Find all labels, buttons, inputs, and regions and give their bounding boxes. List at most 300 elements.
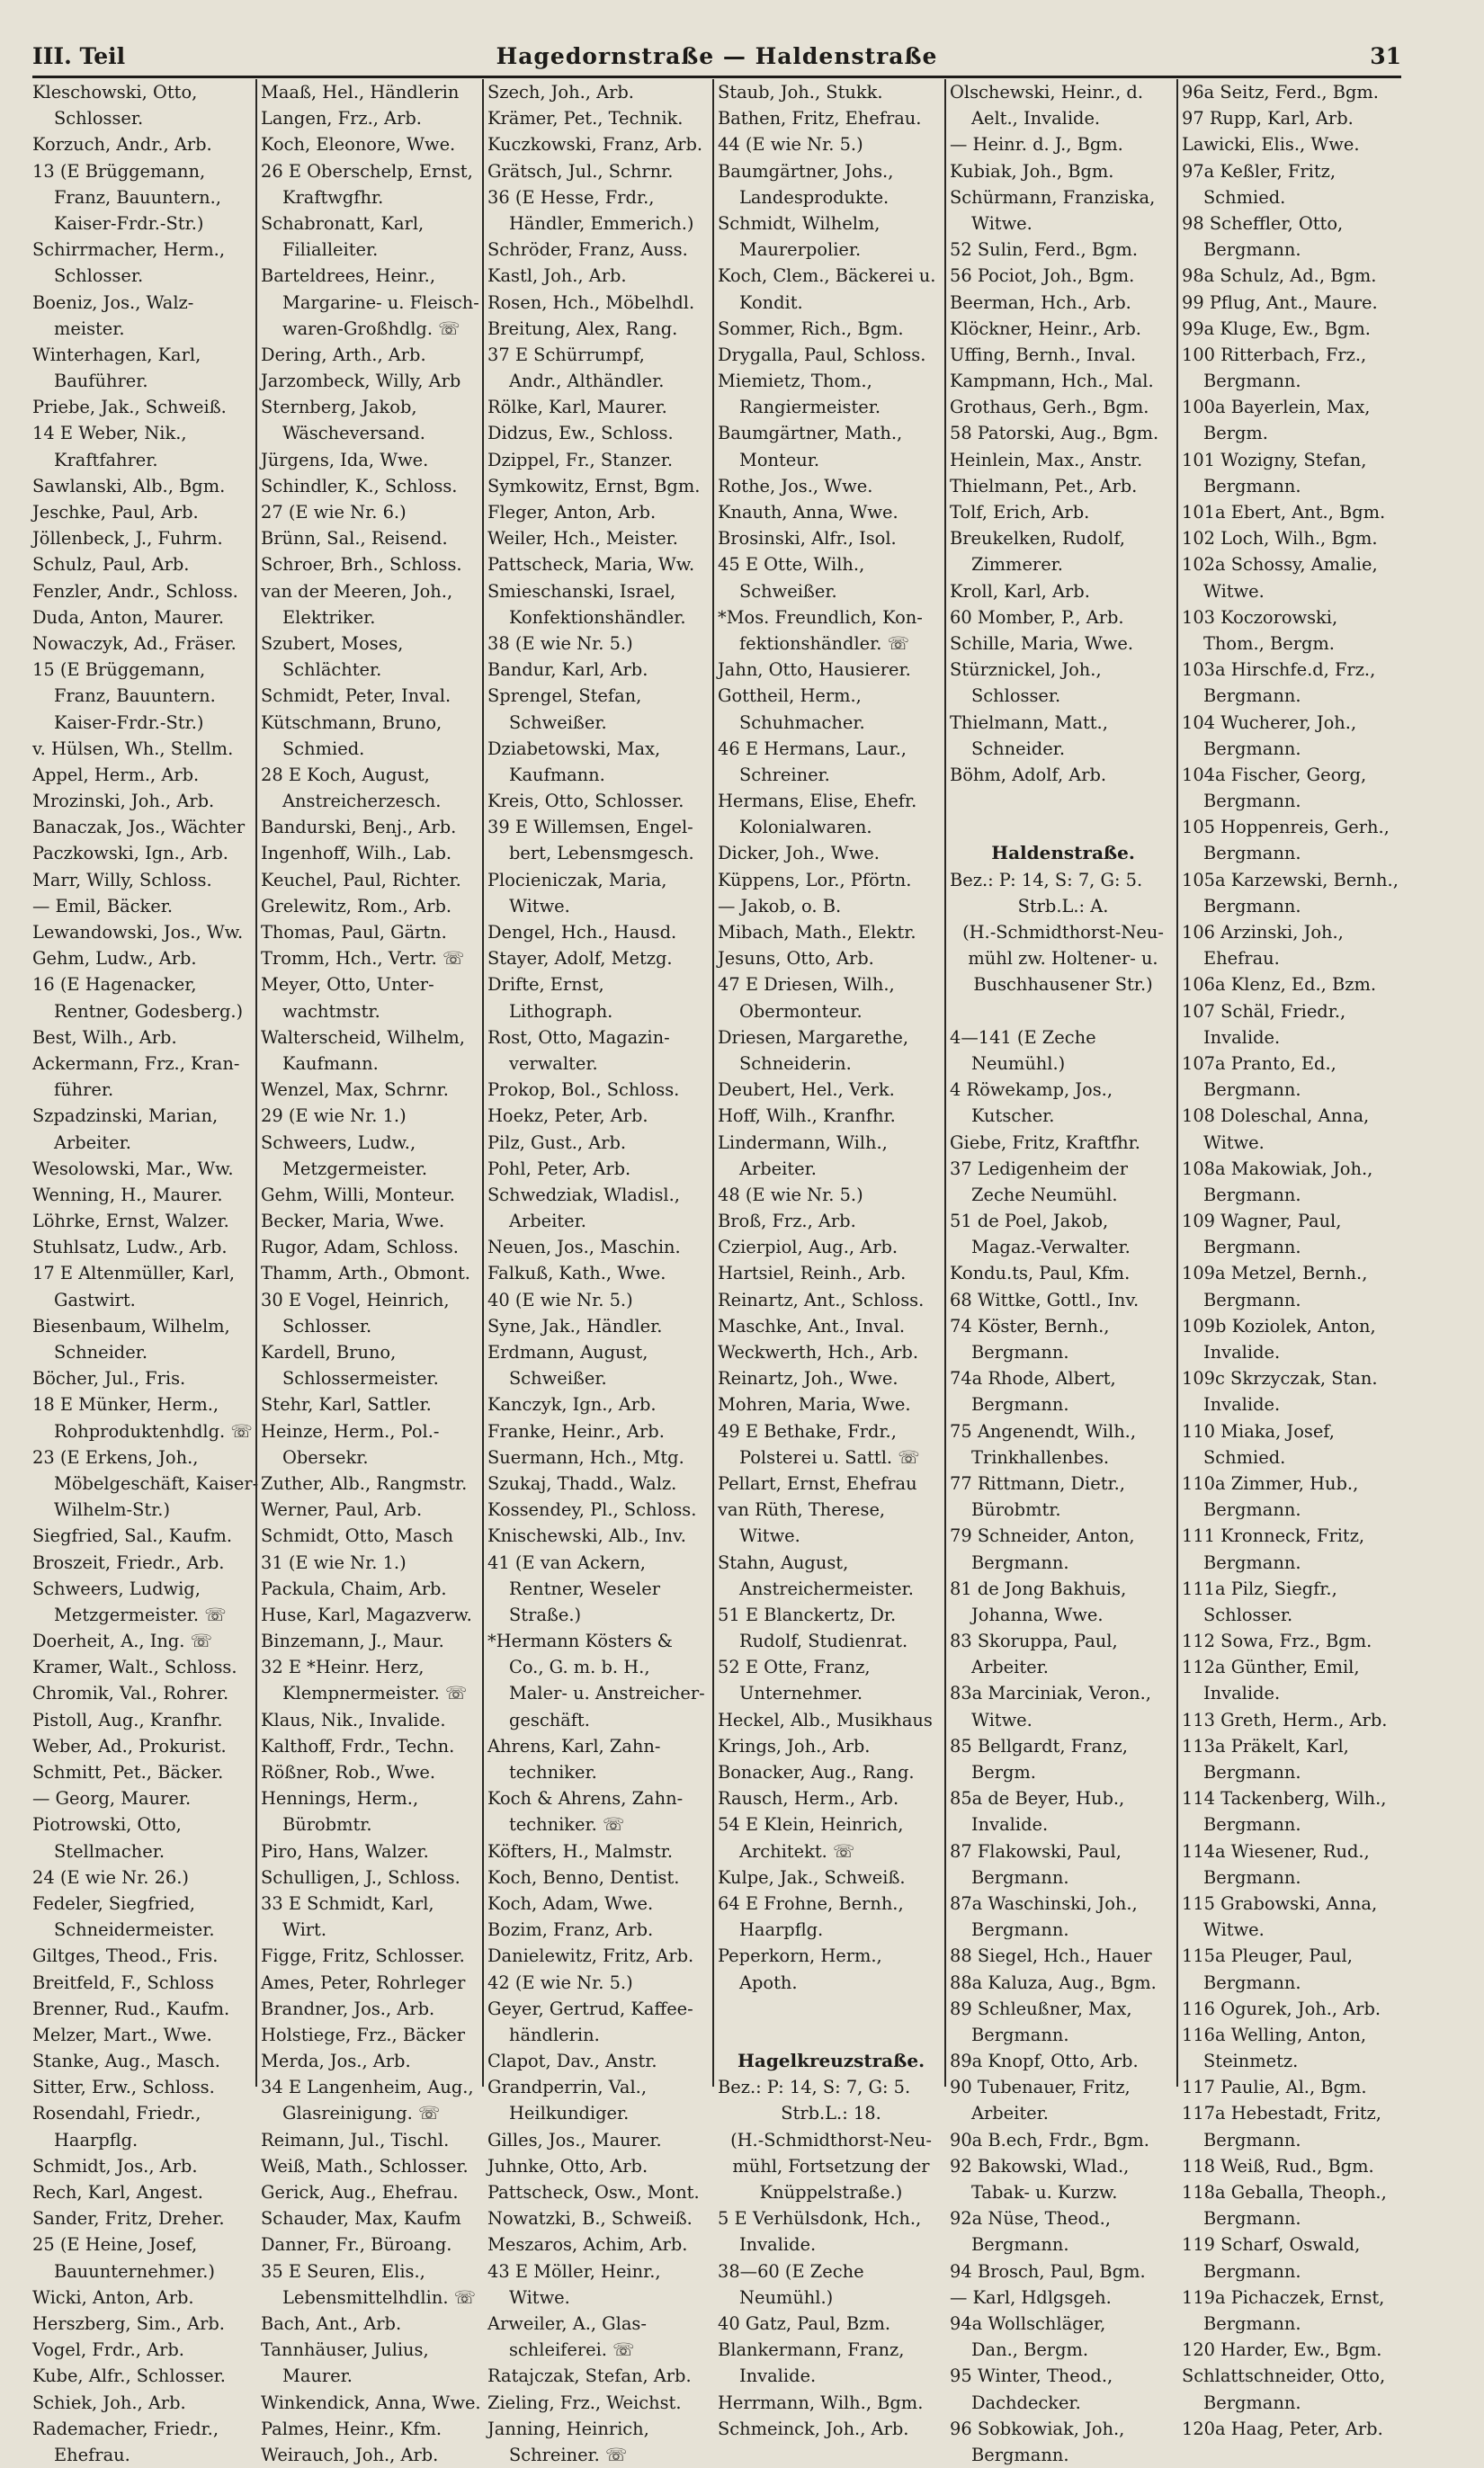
directory-entry-line: Schmied. (282, 738, 365, 759)
directory-entry-line: Falkuß, Kath., Wwe. (487, 1263, 666, 1284)
directory-entry-line: Lebensmittelhdlin. ☏ (282, 2286, 476, 2308)
directory-entry-line: 97a Keßler, Fritz, (1182, 160, 1336, 182)
directory-entry-line: Bergmann. (1203, 1184, 1301, 1205)
directory-entry-line: Suermann, Hch., Mtg. (487, 1446, 684, 1468)
page-header (32, 40, 1401, 78)
directory-entry-line: Rausch, Herm., Arb. (718, 1788, 899, 1810)
directory-entry-line: Geyer, Gertrud, Kaffee- (487, 1998, 693, 2019)
directory-entry-line: 60 Momber, P., Arb. (950, 606, 1124, 628)
directory-entry-line: Bergmann. (971, 2234, 1069, 2256)
directory-entry-line: Becker, Maria, Wwe. (261, 1211, 445, 1232)
directory-entry-line: 51 de Poel, Jakob, (950, 1211, 1109, 1232)
directory-entry-line: Schmied. (1203, 1446, 1286, 1468)
directory-entry-line: Prokop, Bol., Schloss. (487, 1079, 680, 1101)
directory-entry-line: 16 (E Hagenacker, (32, 974, 197, 996)
directory-entry-line: Schreiner. (739, 764, 830, 785)
directory-entry-line: 115a Pleuger, Paul, (1182, 1945, 1353, 1967)
directory-entry-line: 112a Günther, Emil, (1182, 1657, 1360, 1678)
directory-entry-line: Tromm, Hch., Vertr. ☏ (261, 948, 465, 970)
directory-entry-line: Dengel, Hch., Hausd. (487, 922, 677, 943)
directory-entry-line: Bürobmtr. (282, 1814, 372, 1836)
directory-entry-line: Gottheil, Herm., (718, 685, 862, 707)
directory-entry-line: Lindermann, Wilh., (718, 1131, 888, 1153)
blank-line (950, 998, 1176, 1024)
directory-entry-line: Bergmann. (1203, 1551, 1301, 1573)
directory-entry-line: Hermans, Elise, Ehefr. (718, 791, 917, 812)
directory-entry-line: Wilhelm-Str.) (54, 1499, 171, 1521)
directory-entry-line: 108 Doleschal, Anna, (1182, 1105, 1370, 1127)
directory-entry-line: Haarpflg. (739, 1919, 824, 1941)
directory-entry-line: Bergmann. (1203, 1972, 1301, 1993)
directory-entry-line: Schirrmacher, Herm., (32, 239, 225, 261)
directory-entry-line: 58 Patorski, Aug., Bgm. (950, 423, 1159, 444)
directory-entry-line: Peperkorn, Herm., (718, 1945, 882, 1967)
directory-entry-line: Heinze, Herm., Pol.- (261, 1420, 440, 1442)
directory-entry-line: Bauführer. (54, 371, 148, 392)
directory-entry-line: Baumgärtner, Johs., (718, 160, 894, 182)
directory-entry-line: 105a Karzewski, Bernh., (1182, 869, 1399, 890)
directory-entry-line: geschäft. (509, 1709, 590, 1730)
directory-entry-line: 111 Kronneck, Fritz, (1182, 1525, 1365, 1547)
directory-entry-line: van Rüth, Therese, (718, 1499, 886, 1521)
directory-entry-line: 40 (E wie Nr. 5.) (487, 1289, 633, 1310)
directory-entry-line: 32 E *Heinr. Herz, (261, 1657, 425, 1678)
directory-entry-line: 64 E Frohne, Bernh., (718, 1892, 904, 1914)
directory-entry-line: Kondit. (739, 291, 803, 313)
directory-entry-line: Anstreicherzesch. (282, 791, 442, 812)
directory-entry-line: Deubert, Hel., Verk. (718, 1079, 895, 1101)
directory-entry-line: Hoff, Wilh., Kranfhr. (718, 1105, 896, 1127)
directory-entry-line: Bergmann. (1203, 1289, 1301, 1310)
directory-entry-line: händlerin. (509, 2024, 600, 2045)
directory-entry-line: van der Meeren, Joh., (261, 580, 453, 602)
directory-entry-line: Straße.) (509, 1604, 582, 1625)
directory-entry-line: Stellmacher. (54, 1840, 165, 1862)
directory-entry-line: Kampmann, Hch., Mal. (950, 371, 1154, 392)
directory-entry-line: Koch, Clem., Bäckerei u. (718, 265, 936, 287)
directory-entry-line: Dzippel, Fr., Stanzer. (487, 449, 673, 470)
directory-entry-line: Schmeinck, Joh., Arb. (718, 2418, 909, 2439)
directory-entry-line: 102 Loch, Wilh., Bgm. (1182, 528, 1378, 550)
directory-entry-line: 15 (E Brüggemann, (32, 659, 206, 681)
directory-entry-line: 105 Hoppenreis, Gerh., (1182, 817, 1390, 838)
directory-entry-line: 90a B.ech, Frdr., Bgm. (950, 2129, 1149, 2151)
directory-entry-line: 109c Skrzyczak, Stan. (1182, 1368, 1378, 1390)
directory-entry-line: Rudolf, Studienrat. (739, 1631, 908, 1652)
directory-entry-line: Walterscheid, Wilhelm, (261, 1026, 465, 1048)
directory-entry-line: Keuchel, Paul, Richter. (261, 869, 461, 890)
directory-entry-line: Heckel, Alb., Musikhaus (718, 1709, 933, 1730)
directory-entry-line: 79 Schneider, Anton, (950, 1525, 1135, 1547)
directory-entry-line: 98 Scheffler, Otto, (1182, 212, 1344, 234)
directory-entry-line: 54 E Klein, Heinrich, (718, 1814, 904, 1836)
directory-entry-line: Bergmann. (1203, 2129, 1301, 2151)
directory-entry-line: Kondu.ts, Paul, Kfm. (950, 1263, 1131, 1284)
directory-entry-line: Bergmann. (971, 1394, 1069, 1416)
directory-entry-line: Olschewski, Heinr., d. (950, 82, 1143, 103)
directory-entry-line: Margarine- u. Fleisch- (282, 291, 479, 313)
directory-entry-line: Driesen, Margarethe, (718, 1026, 909, 1048)
directory-entry-line: Baumgärtner, Math., (718, 423, 903, 444)
directory-entry-line: Chromik, Val., Rohrer. (32, 1683, 229, 1704)
directory-entry-line: Syne, Jak., Händler. (487, 1315, 663, 1337)
street-description-line: mühl zw. Holtener- u. (968, 948, 1158, 970)
directory-entry-line: Weirauch, Joh., Arb. (261, 2444, 439, 2465)
directory-entry-line: 25 (E Heine, Josef, (32, 2234, 198, 2256)
directory-entry-line: 24 (E wie Nr. 26.) (32, 1866, 189, 1888)
directory-entry-line: Steinmetz. (1203, 2051, 1299, 2072)
directory-entry-line: Aelt., Invalide. (971, 108, 1101, 130)
directory-entry-line: Vogel, Frdr., Arb. (32, 2339, 184, 2361)
directory-entry-line: 111a Pilz, Siegfr., (1182, 1578, 1337, 1599)
directory-entry-line: 31 (E wie Nr. 1.) (261, 1551, 407, 1573)
directory-entry-line: 4—141 (E Zeche (950, 1026, 1096, 1048)
directory-entry-line: Filialleiter. (282, 239, 379, 261)
directory-entry-line: 17 E Altenmüller, Karl, (32, 1263, 236, 1284)
directory-entry-line: Czierpiol, Aug., Arb. (718, 1237, 898, 1258)
directory-entry-line: Korzuch, Andr., Arb. (32, 134, 212, 156)
directory-entry-line: Klempnermeister. ☏ (282, 1683, 468, 1704)
directory-entry-line: 52 E Otte, Franz, (718, 1657, 871, 1678)
directory-entry-line: 106 Arzinski, Joh., (1182, 922, 1344, 943)
directory-entry-line: 4 Röwekamp, Jos., (950, 1079, 1113, 1101)
directory-entry-line: Anstreichermeister. (739, 1578, 914, 1599)
directory-entry-line: Blankermann, Franz, (718, 2339, 905, 2361)
directory-entry-line: Zimmerer. (971, 554, 1063, 576)
directory-entry-line: Szech, Joh., Arb. (487, 82, 634, 103)
directory-entry-line: Koch & Ahrens, Zahn- (487, 1788, 684, 1810)
directory-entry-line: Sawlanski, Alb., Bgm. (32, 475, 226, 496)
directory-entry-line: Rölke, Karl, Maurer. (487, 397, 667, 418)
directory-entry-line: 42 (E wie Nr. 5.) (487, 1972, 633, 1993)
directory-entry-line: 5 E Verhülsdonk, Hch., (718, 2208, 922, 2230)
directory-entry-line: Jöllenbeck, J., Fuhrm. (32, 528, 223, 550)
directory-entry-line: Fleger, Anton, Arb. (487, 502, 657, 523)
directory-entry-line: 88a Kaluza, Aug., Bgm. (950, 1972, 1157, 1993)
directory-entry-line: Bergmann. (1203, 1762, 1301, 1783)
directory-entry-line: Arbeiter. (509, 1211, 586, 1232)
directory-entry-line: 85 Bellgardt, Franz, (950, 1735, 1128, 1757)
directory-entry-line: Schille, Maria, Wwe. (950, 632, 1133, 654)
directory-entry-line: Szubert, Moses, (261, 632, 404, 654)
directory-entry-line: Witwe. (971, 1709, 1033, 1730)
directory-entry-line: Weiß, Math., Schlosser. (261, 2155, 469, 2177)
directory-entry-line: Figge, Fritz, Schlosser. (261, 1945, 465, 1967)
directory-entry-line: 116a Welling, Anton, (1182, 2024, 1367, 2045)
directory-entry-line: Kramer, Walt., Schloss. (32, 1657, 237, 1678)
directory-entry-line: — Emil, Bäcker. (32, 895, 174, 917)
directory-entry-line: Didzus, Ew., Schloss. (487, 423, 674, 444)
directory-entry-line: Schürmann, Franziska, (950, 186, 1156, 208)
directory-entry-line: Klaus, Nik., Invalide. (261, 1709, 446, 1730)
directory-entry-line: Invalide. (739, 2365, 817, 2387)
directory-entry-line: Priebe, Jak., Schweiß. (32, 397, 227, 418)
directory-entry-line: Melzer, Mart., Wwe. (32, 2024, 212, 2045)
directory-entry-line: 23 (E Erkens, Joh., (32, 1446, 199, 1468)
directory-entry-line: Brosinski, Alfr., Isol. (718, 528, 897, 550)
directory-entry-line: Bergmann. (1203, 2260, 1301, 2282)
directory-entry-line: Siegfried, Sal., Kaufm. (32, 1525, 233, 1547)
directory-entry-line: schleiferei. ☏ (509, 2339, 635, 2361)
directory-entry-line: Lawicki, Elis., Wwe. (1182, 134, 1360, 156)
directory-entry-line: Witwe. (509, 895, 570, 917)
directory-entry-line: Knischewski, Alb., Inv. (487, 1525, 686, 1547)
directory-entry-line: Koch, Eleonore, Wwe. (261, 134, 456, 156)
directory-entry-line: — Georg, Maurer. (32, 1788, 192, 1810)
directory-entry-line: Zeche Neumühl. (971, 1184, 1118, 1205)
street-description-line: mühl, Fortsetzung der (732, 2155, 930, 2177)
directory-entry-line: Nowaczyk, Ad., Fräser. (32, 632, 237, 654)
directory-column-1 (32, 79, 259, 2465)
directory-entry-line: Hennings, Herm., (261, 1788, 419, 1810)
directory-entry-line: Metzgermeister. ☏ (54, 1604, 227, 1625)
directory-entry-line: 26 E Oberschelp, Ernst, (261, 160, 473, 182)
directory-entry-line: Kreis, Otto, Schlosser. (487, 791, 684, 812)
directory-entry-line: 38 (E wie Nr. 5.) (487, 632, 633, 654)
directory-entry-line: 30 E Vogel, Heinrich, (261, 1289, 450, 1310)
directory-entry-line: Reimann, Jul., Tischl. (261, 2129, 450, 2151)
directory-entry-line: Thamm, Arth., Obmont. (261, 1263, 470, 1284)
directory-entry-line: Clapot, Dav., Anstr. (487, 2051, 657, 2072)
directory-entry-line: Schlosser. (282, 1315, 372, 1337)
directory-entry-line: Ahrens, Karl, Zahn- (487, 1735, 661, 1757)
directory-entry-line: Packula, Chaim, Arb. (261, 1578, 447, 1599)
directory-entry-line: Gilles, Jos., Maurer. (487, 2129, 662, 2151)
directory-entry-line: 95 Winter, Theod., (950, 2365, 1113, 2387)
directory-entry-line: Bandur, Karl, Arb. (487, 659, 648, 681)
directory-entry-line: Kraftfahrer. (54, 449, 158, 470)
directory-entry-line: Jesuns, Otto, Arb. (718, 948, 874, 970)
directory-entry-line: 85a de Beyer, Hub., (950, 1788, 1125, 1810)
directory-entry-line: Uffing, Bernh., Inval. (950, 344, 1137, 365)
directory-entry-line: Bauunternehmer.) (54, 2260, 215, 2282)
directory-entry-line: 90 Tubenauer, Fritz, (950, 2077, 1131, 2098)
directory-entry-line: Biesenbaum, Wilhelm, (32, 1315, 230, 1337)
directory-entry-line: Stanke, Aug., Masch. (32, 2051, 220, 2072)
directory-entry-line: Sommer, Rich., Bgm. (718, 317, 904, 339)
directory-entry-line: Maaß, Hel., Händlerin (261, 82, 460, 103)
directory-entry-line: Brandner, Jos., Arb. (261, 1998, 435, 2019)
directory-entry-line: Sprengel, Stefan, (487, 685, 642, 707)
directory-entry-line: Barteldrees, Heinr., (261, 265, 436, 287)
directory-entry-line: Mrozinski, Joh., Arb. (32, 791, 215, 812)
directory-entry-line: Bergmann. (1203, 1237, 1301, 1258)
directory-entry-line: Pattscheck, Osw., Mont. (487, 2182, 700, 2203)
directory-entry-line: 13 (E Brüggemann, (32, 160, 206, 182)
directory-entry-line: Schweißer. (739, 580, 837, 602)
directory-entry-line: Invalide. (1203, 1026, 1281, 1048)
directory-entry-line: Rentner, Godesberg.) (54, 1000, 244, 1022)
directory-entry-line: Bergmann. (1203, 1499, 1301, 1521)
directory-entry-line: Rohproduktenhdlg. ☏ (54, 1420, 253, 1442)
directory-entry-line: 45 E Otte, Wilh., (718, 554, 865, 576)
blank-line (718, 1996, 944, 2022)
directory-entry-line: Schmidt, Otto, Masch (261, 1525, 453, 1547)
directory-entry-line: Miemietz, Thom., (718, 371, 872, 392)
directory-entry-line: Kaufmann. (509, 764, 605, 785)
directory-column-2 (255, 79, 482, 2465)
directory-entry-line: 81 de Jong Bakhuis, (950, 1578, 1127, 1599)
directory-entry-line: Merda, Jos., Arb. (261, 2051, 411, 2072)
directory-entry-line: 87a Waschinski, Joh., (950, 1892, 1138, 1914)
directory-entry-line: Wäscheversand. (282, 423, 425, 444)
directory-entry-line: 119 Scharf, Oswald, (1182, 2234, 1361, 2256)
directory-entry-line: Franke, Heinr., Arb. (487, 1420, 665, 1442)
directory-entry-line: Bergmann. (1203, 1814, 1301, 1836)
directory-entry-line: 94a Wollschläger, (950, 2312, 1106, 2334)
directory-entry-line: Best, Wilh., Arb. (32, 1026, 177, 1048)
directory-entry-line: Wirt. (282, 1919, 327, 1941)
directory-entry-line: Schmidt, Peter, Inval. (261, 685, 451, 707)
directory-entry-line: Weiler, Hch., Meister. (487, 528, 678, 550)
directory-entry-line: Rößner, Rob., Wwe. (261, 1762, 435, 1783)
directory-entry-line: Pohl, Peter, Arb. (487, 1158, 631, 1179)
directory-entry-line: Franz, Bauuntern. (54, 685, 216, 707)
directory-entry-line: Glasreinigung. ☏ (282, 2103, 441, 2124)
directory-columns (32, 79, 1401, 2465)
directory-entry-line: Maschke, Ant., Inval. (718, 1315, 906, 1337)
directory-entry-line: 109b Koziolek, Anton, (1182, 1315, 1376, 1337)
directory-entry-line: 28 E Koch, August, (261, 764, 430, 785)
directory-entry-line: Heilkundiger. (509, 2103, 630, 2124)
directory-entry-line: Obermonteur. (739, 1000, 863, 1022)
directory-entry-line: Kastl, Joh., Arb. (487, 265, 627, 287)
directory-entry-line: Sternberg, Jakob, (261, 397, 417, 418)
directory-entry-line: 96a Seitz, Ferd., Bgm. (1182, 82, 1379, 103)
directory-entry-line: Ingenhoff, Wilh., Lab. (261, 843, 452, 864)
directory-entry-line: Staub, Joh., Stukk. (718, 82, 883, 103)
directory-entry-line: Schlächter. (282, 659, 382, 681)
directory-entry-line: Dachdecker. (971, 2392, 1081, 2413)
directory-entry-line: Bergmann. (971, 1342, 1069, 1363)
street-range-title: Hagedornstraße — Haldenstraße (496, 43, 938, 69)
directory-entry-line: Marr, Willy, Schloss. (32, 869, 212, 890)
directory-entry-line: Gerick, Aug., Ehefrau. (261, 2182, 459, 2203)
directory-entry-line: Franz, Bauuntern., (54, 186, 221, 208)
directory-entry-line: 77 Rittmann, Dietr., (950, 1472, 1125, 1494)
directory-entry-line: Kuczkowski, Franz, Arb. (487, 134, 703, 156)
directory-entry-line: 118a Geballa, Theoph., (1182, 2182, 1387, 2203)
directory-entry-line: Langen, Frz., Arb. (261, 108, 422, 130)
directory-entry-line: Rost, Otto, Magazin- (487, 1026, 670, 1048)
directory-entry-line: Bathen, Fritz, Ehefrau. (718, 108, 922, 130)
directory-entry-line: Koch, Adam, Wwe. (487, 1892, 654, 1914)
directory-entry-line: 18 E Münker, Herm., (32, 1394, 219, 1416)
directory-entry-line: 120a Haag, Peter, Arb. (1182, 2418, 1383, 2439)
directory-entry-line: Kütschmann, Bruno, (261, 711, 443, 733)
directory-entry-line: Kutscher. (971, 1105, 1055, 1127)
directory-entry-line: Janning, Heinrich, (487, 2418, 649, 2439)
directory-entry-line: Stayer, Adolf, Metzg. (487, 948, 673, 970)
directory-entry-line: 89a Knopf, Otto, Arb. (950, 2051, 1139, 2072)
directory-entry-line: Knauth, Anna, Wwe. (718, 502, 898, 523)
directory-entry-line: Stuhlsatz, Ludw., Arb. (32, 1237, 228, 1258)
directory-entry-line: 38—60 (E Zeche (718, 2260, 864, 2282)
directory-entry-line: Meyer, Otto, Unter- (261, 974, 434, 996)
directory-entry-line: — Heinr. d. J., Bgm. (950, 134, 1123, 156)
directory-entry-line: Jeschke, Paul, Arb. (32, 502, 199, 523)
directory-entry-line: Huse, Karl, Magazverw. (261, 1604, 472, 1625)
directory-entry-line: Kubiak, Joh., Bgm. (950, 160, 1114, 182)
directory-entry-line: 44 (E wie Nr. 5.) (718, 134, 863, 156)
directory-entry-line: Pistoll, Aug., Kranfhr. (32, 1709, 223, 1730)
directory-entry-line: Bergmann. (1203, 475, 1301, 496)
directory-entry-line: Binzemann, J., Maur. (261, 1631, 444, 1652)
directory-entry-line: 99 Pflug, Ant., Maure. (1182, 291, 1378, 313)
directory-entry-line: Wesolowski, Mar., Ww. (32, 1158, 234, 1179)
directory-entry-line: Kube, Alfr., Schlosser. (32, 2365, 226, 2387)
directory-entry-line: Rentner, Weseler (509, 1578, 660, 1599)
directory-entry-line: Maurerpolier. (739, 239, 862, 261)
directory-entry-line: 97 Rupp, Karl, Arb. (1182, 108, 1354, 130)
directory-entry-line: 14 E Weber, Nik., (32, 423, 187, 444)
directory-entry-line: Polsterei u. Sattl. ☏ (739, 1446, 920, 1468)
directory-entry-line: Mibach, Math., Elektr. (718, 922, 916, 943)
directory-entry-line: Schröder, Franz, Auss. (487, 239, 688, 261)
directory-entry-line: Bergmann. (971, 2024, 1069, 2045)
directory-entry-line: Trinkhallenbes. (971, 1446, 1110, 1468)
directory-entry-line: 36 (E Hesse, Frdr., (487, 186, 655, 208)
directory-entry-line: Dziabetowski, Max, (487, 738, 661, 759)
directory-entry-line: Ames, Peter, Rohrleger (261, 1972, 466, 1993)
directory-entry-line: bert, Lebensmgesch. (509, 843, 694, 864)
directory-entry-line: 109 Wagner, Paul, (1182, 1211, 1342, 1232)
directory-entry-line: Bozim, Franz, Arb. (487, 1919, 654, 1941)
directory-entry-line: Schmitt, Pet., Bäcker. (32, 1762, 224, 1783)
directory-entry-line: 104a Fischer, Georg, (1182, 764, 1367, 785)
directory-entry-line: Szukaj, Thadd., Walz. (487, 1472, 677, 1494)
directory-entry-line: v. Hülsen, Wh., Stellm. (32, 738, 234, 759)
directory-column-6 (1176, 79, 1401, 2439)
directory-entry-line: Tannhäuser, Julius, (261, 2339, 429, 2361)
directory-entry-line: 107 Schäl, Friedr., (1182, 1000, 1346, 1022)
directory-entry-line: 92 Bakowski, Wlad., (950, 2155, 1130, 2177)
directory-entry-line: Schulligen, J., Schloss. (261, 1866, 460, 1888)
directory-entry-line: 87 Flakowski, Paul, (950, 1840, 1122, 1862)
directory-entry-line: 113 Greth, Herm., Arb. (1182, 1709, 1388, 1730)
directory-entry-line: 68 Wittke, Gottl., Inv. (950, 1289, 1140, 1310)
directory-entry-line: 103 Koczorowski, (1182, 606, 1338, 628)
directory-entry-line: Schneider. (54, 1342, 148, 1363)
directory-entry-line: Dering, Arth., Arb. (261, 344, 426, 365)
directory-entry-line: 100 Ritterbach, Frz., (1182, 344, 1367, 365)
directory-entry-line: Thielmann, Matt., (950, 711, 1108, 733)
directory-entry-line: Wenzel, Max, Schrnr. (261, 1079, 449, 1101)
directory-entry-line: Architekt. ☏ (739, 1840, 855, 1862)
directory-entry-line: Tabak- u. Kurzw. (971, 2182, 1118, 2203)
directory-entry-line: Bergmann. (1203, 791, 1301, 812)
directory-entry-line: Schlosser. (54, 108, 144, 130)
directory-entry-line: Schlossermeister. (282, 1368, 439, 1390)
directory-entry-line: Bergmann. (971, 1551, 1069, 1573)
directory-entry-line: Bach, Ant., Arb. (261, 2312, 402, 2334)
directory-entry-line: Bergmann. (1203, 2208, 1301, 2230)
directory-entry-line: 83a Marciniak, Veron., (950, 1683, 1151, 1704)
directory-entry-line: Kossendey, Pl., Schloss. (487, 1499, 697, 1521)
directory-entry-line: Apoth. (739, 1972, 798, 1993)
directory-entry-line: 75 Angenendt, Wilh., (950, 1420, 1137, 1442)
directory-entry-line: 110 Miaka, Josef, (1182, 1420, 1335, 1442)
directory-entry-line: 94 Brosch, Paul, Bgm. (950, 2260, 1146, 2282)
directory-entry-line: Invalide. (971, 1814, 1049, 1836)
directory-entry-line: Bergmann. (1203, 239, 1301, 261)
directory-entry-line: 43 E Möller, Heinr., (487, 2260, 661, 2282)
directory-entry-line: Böhm, Adolf, Arb. (950, 764, 1107, 785)
directory-entry-line: 117 Paulie, Al., Bgm. (1182, 2077, 1367, 2098)
directory-entry-line: Symkowitz, Ernst, Bgm. (487, 475, 701, 496)
directory-entry-line: Bergmann. (1203, 1866, 1301, 1888)
directory-entry-line: Wicki, Anton, Arb. (32, 2286, 194, 2308)
